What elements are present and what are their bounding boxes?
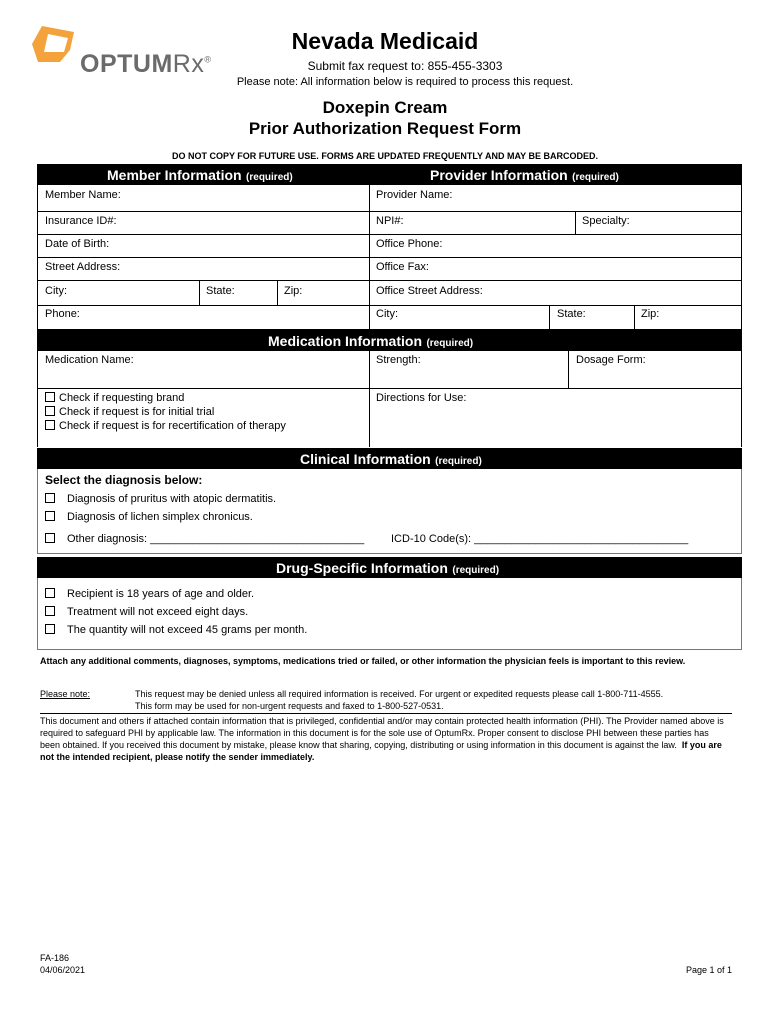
checkbox-icon[interactable] <box>45 406 55 416</box>
member-zip-field[interactable]: Zip: <box>284 285 303 297</box>
criteria-quantity[interactable]: The quantity will not exceed 45 grams per month. <box>45 623 307 637</box>
other-diagnosis-field[interactable]: Other diagnosis: ___________________________________ <box>45 532 364 546</box>
grid-line <box>549 305 550 329</box>
header-note: Please note: All information below is required to process this request. <box>236 76 574 88</box>
checkbox-icon[interactable] <box>45 533 55 543</box>
grid-line <box>575 211 576 234</box>
diagnosis-option-2[interactable]: Diagnosis of lichen simplex chronicus. <box>45 510 253 524</box>
check-requesting-brand[interactable]: Check if requesting brand <box>45 391 184 405</box>
directions-field[interactable]: Directions for Use: <box>376 392 467 404</box>
office-fax-field[interactable]: Office Fax: <box>376 261 429 273</box>
dob-field[interactable]: Date of Birth: <box>45 238 110 250</box>
copy-warning: DO NOT COPY FOR FUTURE USE. FORMS ARE UPDATED FREQUENTLY AND MAY BE BARCODED. <box>171 151 599 161</box>
specialty-field[interactable]: Specialty: <box>582 215 630 227</box>
grid-line <box>37 280 742 281</box>
grid-line <box>741 578 742 650</box>
provider-info-heading: Provider Information (required) <box>430 167 619 183</box>
grid-line <box>741 469 742 554</box>
check-recertification[interactable]: Check if request is for recertification of therapy <box>45 419 286 433</box>
insurance-id-field[interactable]: Insurance ID#: <box>45 215 117 227</box>
please-note-denial: This request may be denied unless all required information is received. For urgent or expedited requests please call 1-800-711-4555. <box>135 689 664 699</box>
drug-name-title: Doxepin Cream <box>322 98 448 117</box>
member-state-field[interactable]: State: <box>206 285 235 297</box>
dosage-form-field[interactable]: Dosage Form: <box>576 354 646 366</box>
office-street-field[interactable]: Office Street Address: <box>376 285 483 297</box>
grid-line <box>277 280 278 305</box>
drug-specific-heading: Drug-Specific Information (required) <box>276 560 500 576</box>
page-title: Nevada Medicaid <box>291 28 479 54</box>
grid-line <box>37 234 742 235</box>
member-city-field[interactable]: City: <box>45 285 67 297</box>
grid-line <box>37 305 742 306</box>
clinical-info-heading: Clinical Information (required) <box>300 451 482 467</box>
checkbox-icon[interactable] <box>45 420 55 430</box>
street-address-field[interactable]: Street Address: <box>45 261 121 273</box>
member-phone-field[interactable]: Phone: <box>45 308 80 320</box>
checkbox-icon[interactable] <box>45 493 55 503</box>
legal-notice: This document and others if attached contain information that is privileged, confidential and/or may contain protected health information (PHI). The Provider named above is required to safeguard PHI by applicable law. The information in this document is for the sole use of OptumRx. Proper consent to disclose PHI between these parties has been obtained. If you received this document by mistake, please know that sharing, copying, distributing or using information in this document is against the law. If you are not the intended recipient, please notify the sender immediately. <box>40 716 724 762</box>
provider-name-field[interactable]: Provider Name: <box>376 189 453 201</box>
page-number: Page 1 of 1 <box>686 965 733 975</box>
diagnosis-select-label: Select the diagnosis below: <box>45 473 203 487</box>
grid-line <box>37 578 38 650</box>
medication-name-field[interactable]: Medication Name: <box>45 354 134 366</box>
grid-line <box>741 351 742 447</box>
checkbox-icon[interactable] <box>45 588 55 598</box>
office-phone-field[interactable]: Office Phone: <box>376 238 443 250</box>
please-note-fax: This form may be used for non-urgent requests and faxed to 1-800-527-0531. <box>135 701 444 711</box>
please-note-label: Please note: <box>40 689 91 699</box>
grid-line <box>37 257 742 258</box>
strength-field[interactable]: Strength: <box>376 354 421 366</box>
icd10-code-field[interactable]: ICD-10 Code(s): ___________________________________ <box>391 533 689 545</box>
grid-line <box>37 553 742 554</box>
provider-state-field[interactable]: State: <box>557 308 586 320</box>
member-name-field[interactable]: Member Name: <box>45 189 121 201</box>
grid-line <box>37 649 742 650</box>
form-id: FA-186 <box>40 953 70 963</box>
attach-instructions: Attach any additional comments, diagnoses, symptoms, medications tried or failed, or other information the physician feels is important to this review. <box>40 656 686 666</box>
medication-info-heading: Medication Information (required) <box>268 333 474 349</box>
grid-line <box>199 280 200 305</box>
grid-line <box>37 351 38 447</box>
optumrx-logo: OPTUMRx® <box>80 50 212 78</box>
checkbox-icon[interactable] <box>45 392 55 402</box>
form-date: 04/06/2021 <box>40 965 86 975</box>
grid-line <box>369 351 370 447</box>
divider <box>40 713 732 714</box>
provider-city-field[interactable]: City: <box>376 308 398 320</box>
criteria-age[interactable]: Recipient is 18 years of age and older. <box>45 587 254 601</box>
grid-line <box>37 388 742 389</box>
grid-line <box>634 305 635 329</box>
form-title: Prior Authorization Request Form <box>248 119 522 138</box>
diagnosis-option-1[interactable]: Diagnosis of pruritus with atopic dermatitis. <box>45 492 276 506</box>
checkbox-icon[interactable] <box>45 606 55 616</box>
criteria-duration[interactable]: Treatment will not exceed eight days. <box>45 605 248 619</box>
grid-line <box>37 469 38 554</box>
npi-field[interactable]: NPI#: <box>376 215 404 227</box>
fax-number: Submit fax request to: 855-455-3303 <box>307 59 503 73</box>
provider-zip-field[interactable]: Zip: <box>641 308 660 320</box>
grid-line <box>568 351 569 388</box>
grid-line <box>37 211 742 212</box>
member-info-heading: Member Information (required) <box>107 167 293 183</box>
checkbox-icon[interactable] <box>45 511 55 521</box>
check-initial-trial[interactable]: Check if request is for initial trial <box>45 405 214 419</box>
checkbox-icon[interactable] <box>45 624 55 634</box>
